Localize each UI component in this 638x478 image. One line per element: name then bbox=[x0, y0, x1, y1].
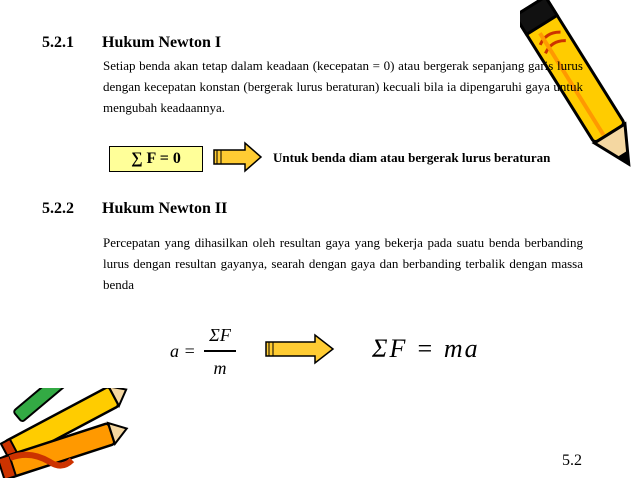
section-number: 5.2.1 bbox=[42, 34, 74, 51]
arrow-right-icon bbox=[213, 141, 263, 173]
fraction-numerator: ΣF bbox=[209, 325, 231, 345]
newton-second-law-text: Percepatan yang dihasilkan oleh resultan gaya yang bekerja pada suatu benda berbanding lurus dengan resultan gayanya, searah dengan gaya dan berbanding terbalik dengan massa benda bbox=[103, 235, 583, 292]
formula-box bbox=[109, 146, 203, 172]
newton-second-law-formula: ΣF = ma bbox=[372, 334, 480, 363]
section-title: Hukum Newton II bbox=[102, 200, 228, 217]
section-heading-2 bbox=[42, 200, 227, 218]
formula-note: Untuk benda diam atau bergerak lurus beraturan bbox=[273, 150, 551, 165]
formula-text: ∑ F = 0 bbox=[131, 150, 181, 167]
fraction-bar bbox=[204, 350, 236, 352]
section-number: 5.2.2 bbox=[42, 200, 74, 217]
arrow-right-icon bbox=[265, 333, 337, 365]
fraction-denominator: m bbox=[213, 358, 227, 378]
section-heading-1 bbox=[42, 34, 221, 52]
pencils-bundle-icon bbox=[0, 388, 140, 478]
page-number: 5.2 bbox=[562, 452, 582, 469]
section-title: Hukum Newton I bbox=[102, 34, 222, 51]
newton-first-law-text: Setiap benda akan tetap dalam keadaan (kecepatan = 0) atau bergerak sepanjang garis lurus dengan kecepatan konstan (bergerak lurus beraturan) kecuali bila ia dipengaruhi gaya untuk mengubah keadaannya. bbox=[103, 58, 583, 115]
fraction-lhs: a = bbox=[170, 341, 196, 361]
